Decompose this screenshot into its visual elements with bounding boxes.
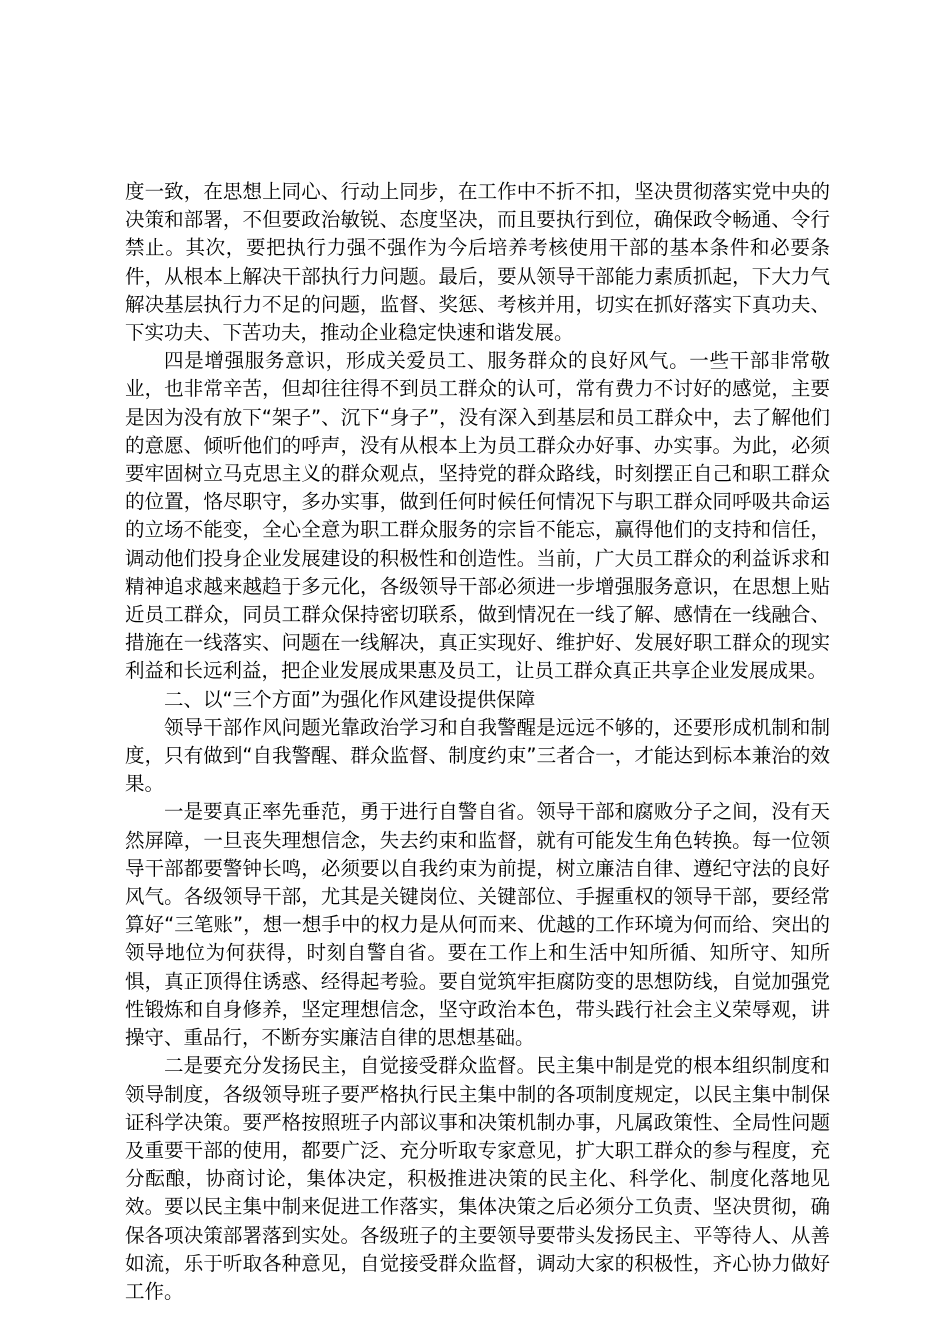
paragraph-service-awareness: 四是增强服务意识，形成关爱员工、服务群众的良好风气。一些干部非常敬业，也非常辛苦，但却往往得不到员工群众的认可，常有费力不讨好的感觉，主要是因为没有放下“架子”、沉下“身子”，没有深入到基层和员工群众中，去了解他们的意愿、倾听他们的呼声，没有从根本上为员工群众办好事、办实事。为此，必须要牢固树立马克思主义的群众观点，坚持党的群众路线，时刻摆正自己和职工群众的位置，恪尽职守，多办实事，做到任何时候任何情况下与职工群众同呼吸共命运的立场不能变，全心全意为职工群众服务的宗旨不能忘，赢得他们的支持和信任，调动他们投身企业发展建设的积极性和创造性。当前，广大员工群众的利益诉求和精神追求越来越趋于多元化，各级领导干部必须进一步增强服务意识，在思想上贴近员工群众，同员工群众保持密切联系，做到情况在一线了解、感情在一线融合、措施在一线落实、问题在一线解决，真正实现好、维护好、发展好职工群众的现实利益和长远利益，把企业发展成果惠及员工，让员工群众真正共享企业发展成果。 bbox=[125, 349, 830, 683]
paragraph-continuation: 度一致，在思想上同心、行动上同步，在工作中不折不扣，坚决贯彻落实党中央的决策和部署，不但要政治敏锐、态度坚决，而且要执行到位，确保政令畅通、令行禁止。其次，要把执行力强不强作为今后培养考核使用干部的基本条件和必要条件，从根本上解决干部执行力问题。最后，要从领导干部能力素质抓起，下大力气解决基层执行力不足的问题，监督、奖惩、考核并用，切实在抓好落实下真功夫、下实功夫、下苦功夫，推动企业稳定快速和谐发展。 bbox=[125, 180, 830, 345]
paragraph-mechanism-intro: 领导干部作风问题光靠政治学习和自我警醒是远远不够的，还要形成机制和制度，只有做到“自我警醒、群众监督、制度约束”三者合一，才能达到标本兼治的效果。 bbox=[125, 715, 830, 796]
section-heading-three-aspects: 二、以“三个方面”为强化作风建设提供保障 bbox=[164, 687, 536, 711]
paragraph-democracy-supervision: 二是要充分发扬民主，自觉接受群众监督。民主集中制是党的根本组织制度和领导制度，各级领导班子要严格执行民主集中制的各项制度规定，以民主集中制保证科学决策。要严格按照班子内部议事和决策机制办事，凡属政策性、全局性问题及重要干部的使用，都要广泛、充分听取专家意见，扩大职工群众的参与程度，充分酝酿，协商讨论，集体决定，积极推进决策的民主化、科学化、制度化落地见效。要以民主集中制来促进工作落实，集体决策之后必须分工负责、坚决贯彻，确保各项决策部署落到实处。各级班子的主要领导要带头发扬民主、平等待人、从善如流，乐于听取各种意见，自觉接受群众监督，调动大家的积极性，齐心协力做好工作。 bbox=[125, 1054, 830, 1303]
paragraph-self-discipline: 一是要真正率先垂范，勇于进行自警自省。领导干部和腐败分子之间，没有天然屏障，一旦丧失理想信念，失去约束和监督，就有可能发生角色转换。每一位领导干部都要警钟长鸣，必须要以自我约束为前提，树立廉洁自律、遵纪守法的良好风气。各级领导干部，尤其是关键岗位、关键部位、手握重权的领导干部，要经常算好“三笔账”，想一想手中的权力是从何而来、优越的工作环境为何而给、突出的领导地位为何获得，时刻自警自省。要在工作上和生活中知所循、知所守、知所惧，真正顶得住诱惑、经得起考验。要自觉筑牢拒腐防变的思想防线，自觉加强党性锻炼和自身修养，坚定理想信念，坚守政治本色，带头践行社会主义荣辱观，讲操守、重品行，不断夯实廉洁自律的思想基础。 bbox=[125, 800, 830, 1050]
document-body bbox=[125, 178, 830, 1306]
